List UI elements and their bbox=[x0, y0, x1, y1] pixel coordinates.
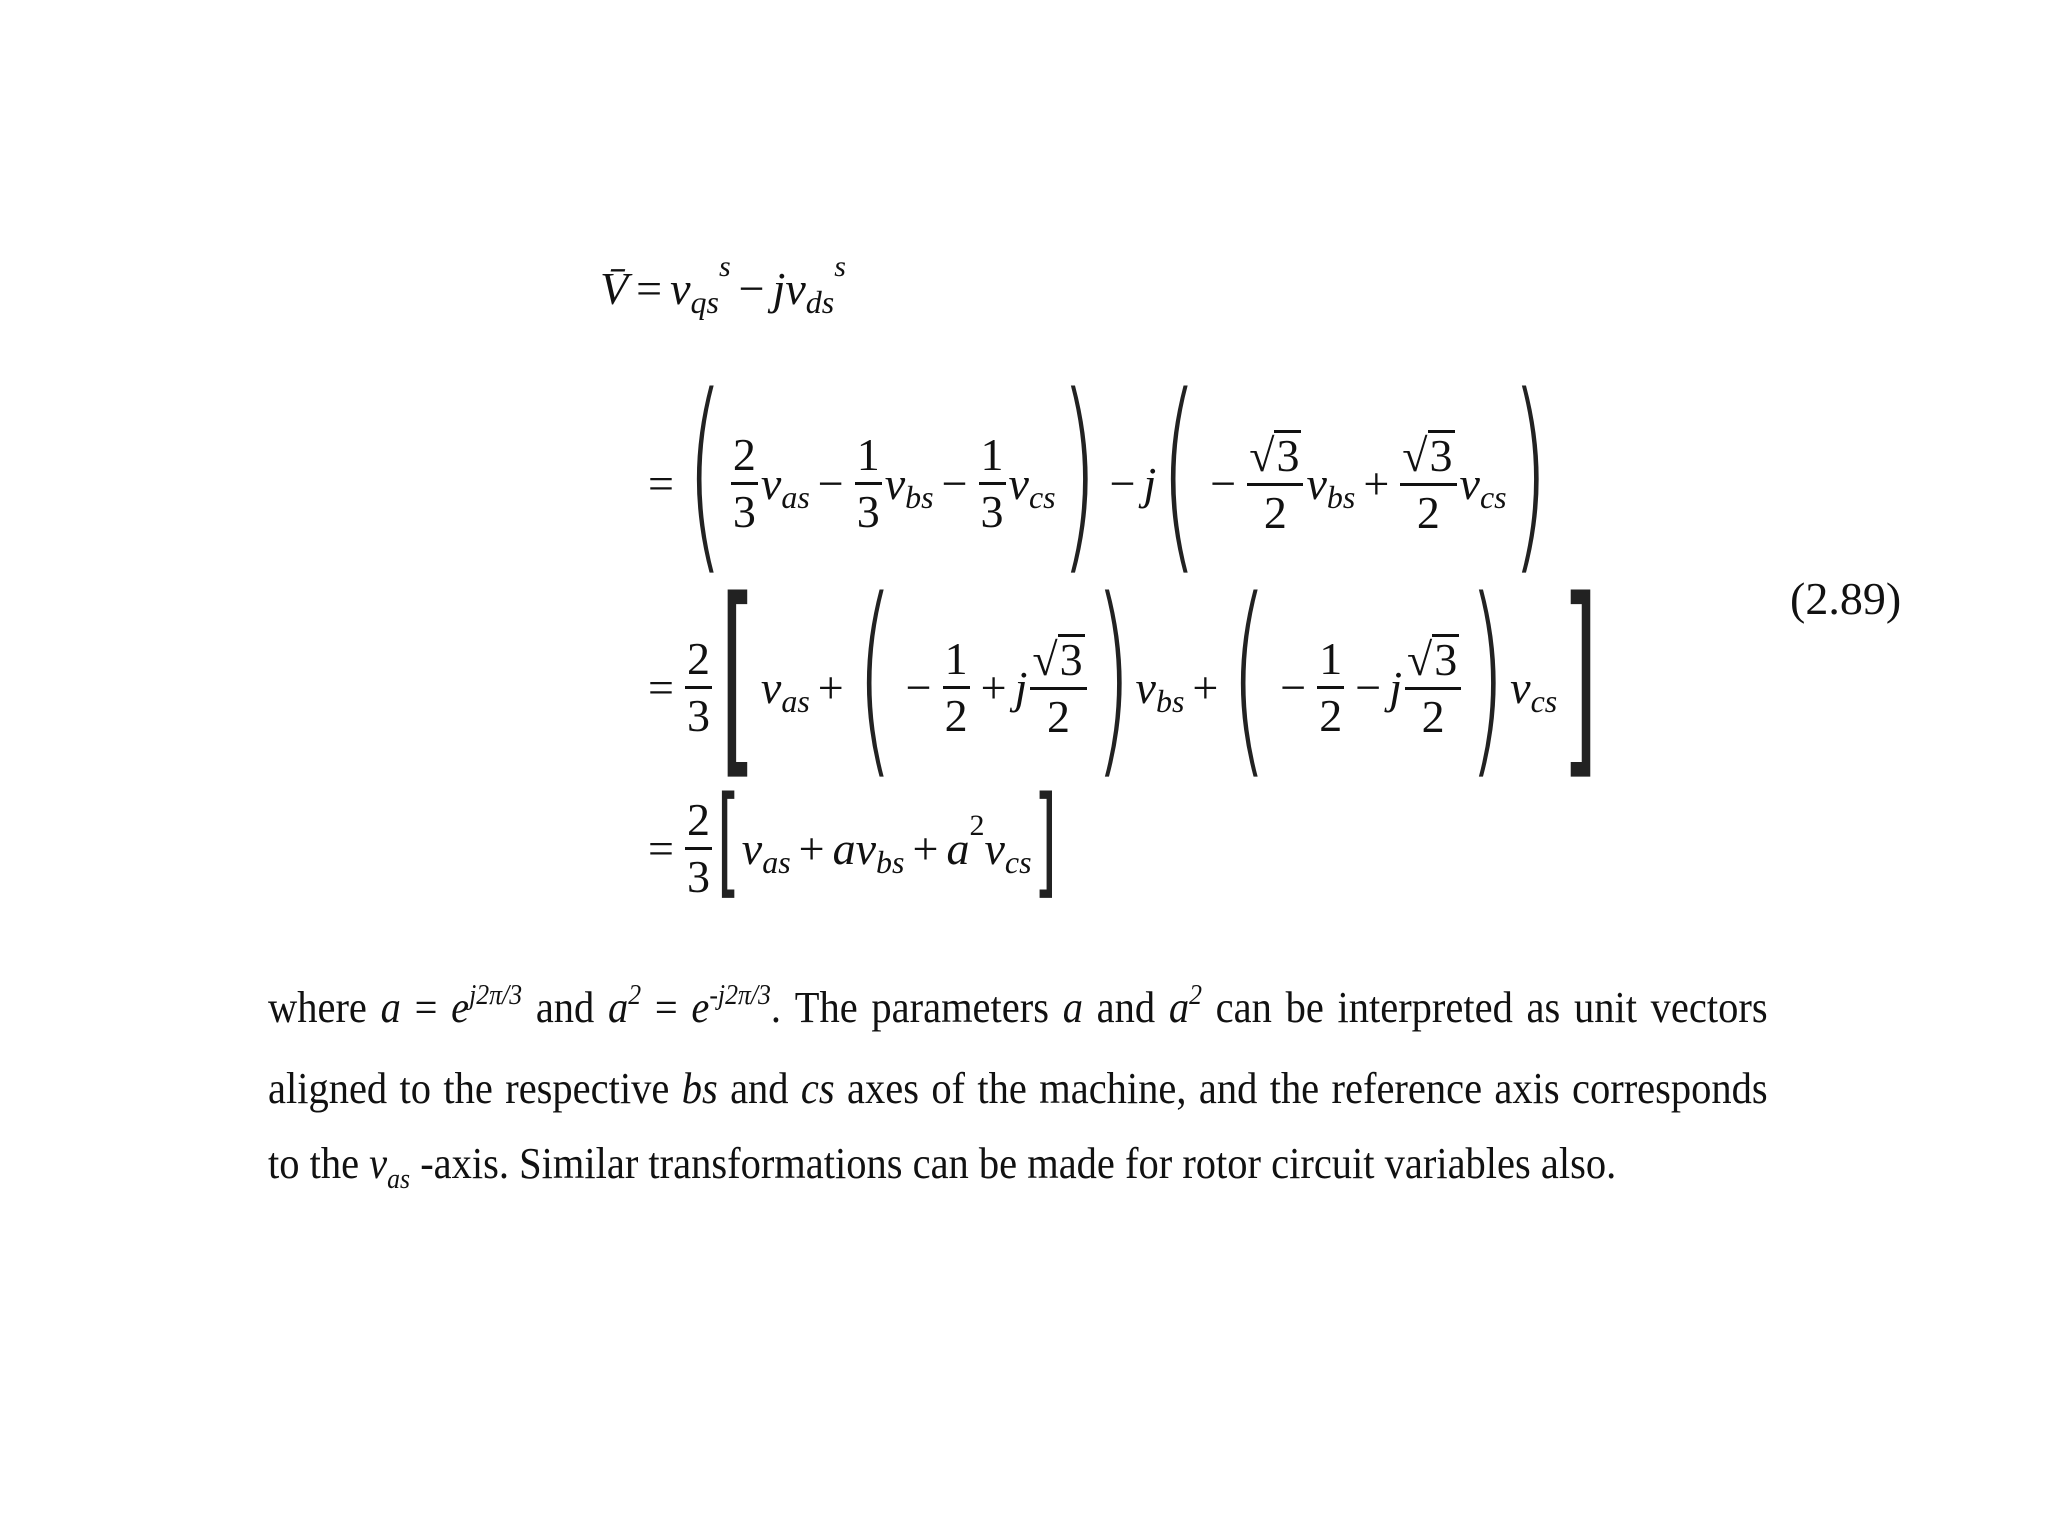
left-paren-icon: ( bbox=[1230, 554, 1268, 799]
fraction bbox=[1247, 430, 1303, 536]
fraction bbox=[943, 632, 970, 741]
j-symbol: j bbox=[1389, 661, 1402, 713]
v-symbol: v bbox=[1008, 457, 1029, 509]
v-symbol: v bbox=[1459, 457, 1480, 509]
v-symbol: v bbox=[984, 822, 1005, 874]
subscript-as: as bbox=[781, 478, 810, 515]
subscript-bs: bs bbox=[905, 478, 934, 515]
numerator bbox=[1400, 430, 1456, 486]
subscript-cs: cs bbox=[1530, 682, 1558, 719]
exponent: j2π/3 bbox=[469, 980, 523, 1011]
subscript-qs: qs bbox=[690, 284, 719, 320]
equation-number: (2.89) bbox=[1790, 573, 1902, 624]
sqrt-icon: √ 3 bbox=[1402, 430, 1453, 481]
equation-line-1 bbox=[600, 249, 846, 320]
minus-sign: − bbox=[817, 457, 844, 509]
text-run: . The parameters bbox=[770, 983, 1063, 1032]
text-run: and bbox=[717, 1064, 801, 1113]
numerator: 1 bbox=[943, 636, 970, 689]
subscript-as: as bbox=[762, 843, 791, 880]
left-paren-icon: ( bbox=[856, 554, 894, 799]
subscript: as bbox=[387, 1164, 411, 1195]
text-run: axes of the machine, and the reference axis corresponds to the bbox=[268, 1064, 1768, 1188]
denominator: 2 bbox=[944, 689, 968, 741]
text-run: = bbox=[400, 983, 452, 1032]
fraction bbox=[855, 428, 882, 537]
text-run: and bbox=[1082, 983, 1169, 1032]
exponent: -j2π/3 bbox=[709, 980, 771, 1011]
fraction bbox=[1030, 634, 1086, 740]
a-symbol: a bbox=[946, 822, 970, 874]
equals-sign: = bbox=[636, 263, 663, 314]
left-paren-icon: ( bbox=[1160, 350, 1198, 595]
minus-sign: − bbox=[905, 661, 932, 713]
fraction bbox=[685, 793, 712, 902]
right-paren-icon: ) bbox=[1060, 350, 1098, 595]
plus-sign: + bbox=[817, 661, 844, 713]
numerator: 2 bbox=[685, 636, 712, 689]
numerator bbox=[1247, 430, 1303, 486]
minus-sign: − bbox=[1280, 661, 1307, 713]
denominator: 3 bbox=[686, 850, 710, 902]
subscript-bs: bs bbox=[1155, 682, 1185, 719]
jv-symbol: jv bbox=[772, 263, 806, 314]
v-symbol: v bbox=[741, 822, 763, 874]
j-symbol: j bbox=[1014, 661, 1028, 713]
minus-sign: − bbox=[738, 263, 765, 314]
subscript-as: as bbox=[781, 682, 810, 719]
right-paren-icon: ) bbox=[1468, 554, 1506, 799]
denominator: 3 bbox=[980, 485, 1004, 537]
math-a: a bbox=[607, 983, 629, 1032]
equals-sign: = bbox=[648, 822, 674, 874]
numerator: 1 bbox=[979, 432, 1006, 485]
subscript-bs: bs bbox=[876, 843, 905, 880]
v-symbol: v bbox=[670, 263, 691, 314]
sqrt-icon: √ 3 bbox=[1032, 634, 1083, 685]
math-e: e bbox=[451, 983, 470, 1032]
fraction bbox=[685, 632, 712, 741]
v-symbol: v bbox=[884, 457, 906, 509]
plus-sign: + bbox=[798, 822, 825, 874]
denominator: 2 bbox=[1046, 691, 1070, 742]
math-a: a bbox=[1062, 983, 1083, 1032]
v-symbol: v bbox=[1510, 661, 1531, 713]
exponent: 2 bbox=[1189, 980, 1202, 1011]
minus-sign: − bbox=[1355, 661, 1382, 713]
v-symbol: v bbox=[1135, 661, 1156, 713]
j-symbol: j bbox=[1143, 457, 1157, 509]
v-bar-symbol: V̄ bbox=[600, 263, 629, 314]
numerator: 1 bbox=[1317, 636, 1344, 689]
fraction bbox=[731, 428, 758, 537]
text-run: = bbox=[641, 983, 692, 1032]
math-a: a bbox=[1168, 983, 1190, 1032]
math-v: v bbox=[369, 1139, 388, 1188]
denominator: 2 bbox=[1319, 689, 1343, 741]
superscript-2: 2 bbox=[969, 809, 985, 842]
numerator bbox=[1405, 634, 1461, 690]
right-bracket-icon: ] bbox=[1033, 772, 1057, 911]
minus-sign: − bbox=[941, 457, 968, 509]
sqrt-icon: √ 3 bbox=[1406, 634, 1458, 685]
text-run: can be interpreted as unit vectors aligned to the respective bbox=[268, 983, 1768, 1113]
subscript-cs: cs bbox=[1028, 478, 1056, 515]
equals-sign: = bbox=[648, 457, 674, 509]
math-e: e bbox=[691, 983, 710, 1032]
denominator: 2 bbox=[1263, 487, 1287, 538]
fraction bbox=[979, 428, 1006, 537]
text-run: -axis. Similar transformations can be made for rotor circuit variables also. bbox=[410, 1139, 1617, 1188]
denominator: 3 bbox=[732, 485, 756, 537]
subscript-bs: bs bbox=[1326, 478, 1356, 515]
subscript-ds: ds bbox=[805, 284, 835, 320]
fraction bbox=[1405, 634, 1461, 740]
plus-sign: + bbox=[1192, 661, 1219, 713]
equation-line-3 bbox=[640, 554, 1603, 799]
v-symbol: v bbox=[760, 661, 782, 713]
equals-sign: = bbox=[648, 661, 674, 713]
left-bracket-icon: [ bbox=[716, 772, 741, 911]
text-run: where bbox=[268, 983, 381, 1032]
sqrt-icon: √ 3 bbox=[1249, 430, 1300, 481]
left-bracket-icon: [ bbox=[719, 554, 757, 799]
numerator: 2 bbox=[685, 797, 712, 850]
text-run: and bbox=[522, 983, 608, 1032]
exponent: 2 bbox=[628, 980, 642, 1011]
denominator: 3 bbox=[856, 485, 880, 537]
plus-sign: + bbox=[912, 822, 939, 874]
superscript-s: s bbox=[718, 249, 731, 283]
v-symbol: v bbox=[1306, 457, 1327, 509]
denominator: 2 bbox=[1421, 691, 1445, 742]
superscript-s: s bbox=[834, 249, 846, 283]
subscript-cs: cs bbox=[1479, 478, 1507, 515]
math-cs: cs bbox=[800, 1064, 835, 1113]
numerator bbox=[1030, 634, 1086, 690]
math-bs: bs bbox=[681, 1064, 718, 1113]
av-symbol: av bbox=[832, 822, 877, 874]
plus-sign: + bbox=[980, 661, 1007, 713]
plus-sign: + bbox=[1363, 457, 1390, 509]
numerator: 1 bbox=[855, 432, 882, 485]
equation-line-4 bbox=[640, 772, 1058, 911]
fraction bbox=[1400, 430, 1456, 536]
denominator: 3 bbox=[686, 689, 710, 741]
v-symbol: v bbox=[760, 457, 782, 509]
left-paren-icon: ( bbox=[686, 350, 724, 595]
numerator: 2 bbox=[731, 432, 758, 485]
denominator: 2 bbox=[1416, 487, 1440, 538]
subscript-cs: cs bbox=[1004, 843, 1032, 880]
math-a: a bbox=[380, 983, 401, 1032]
fraction bbox=[1317, 632, 1344, 741]
right-paren-icon: ) bbox=[1511, 350, 1548, 595]
minus-sign: − bbox=[1109, 457, 1136, 509]
right-bracket-icon: ] bbox=[1561, 554, 1599, 799]
minus-sign: − bbox=[1210, 457, 1237, 509]
right-paren-icon: ) bbox=[1094, 554, 1131, 799]
body-paragraph bbox=[268, 970, 1768, 1207]
